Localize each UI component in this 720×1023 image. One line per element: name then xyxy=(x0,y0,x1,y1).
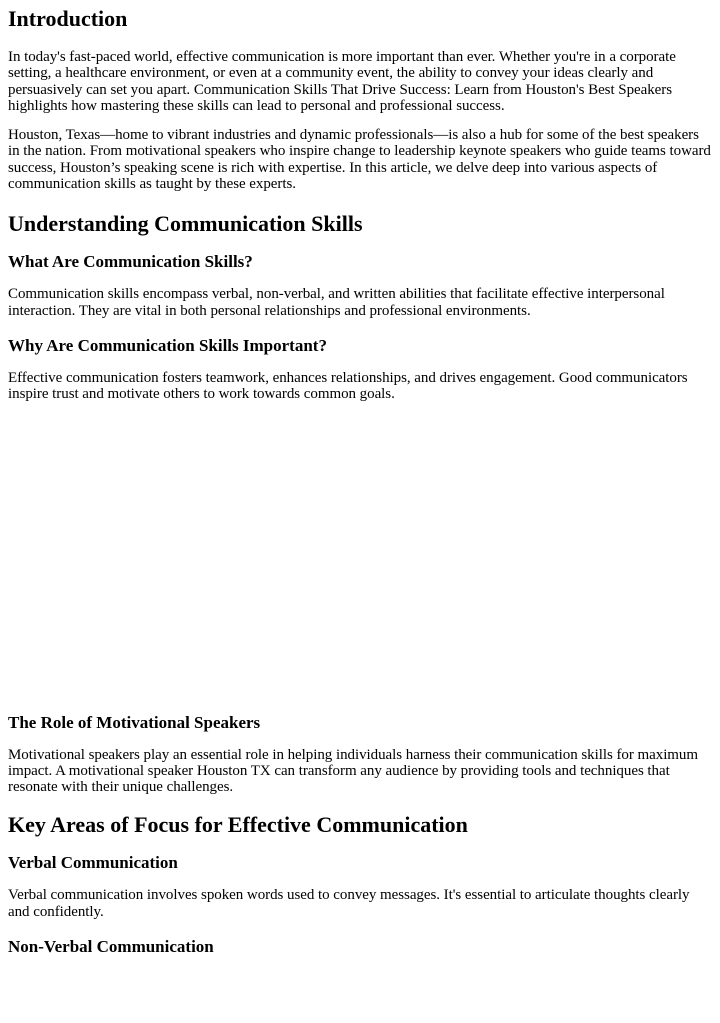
key-areas-heading: Key Areas of Focus for Effective Communication xyxy=(8,812,468,838)
role-heading: The Role of Motivational Speakers xyxy=(8,712,261,732)
why-heading: Why Are Communication Skills Important? xyxy=(8,335,327,355)
verbal-heading: Verbal Communication xyxy=(8,853,178,873)
understanding-heading: Understanding Communication Skills xyxy=(8,211,363,237)
article xyxy=(0,6,720,957)
nonverbal-heading: Non-Verbal Communication xyxy=(8,937,214,957)
what-heading: What Are Communication Skills? xyxy=(8,252,253,272)
why-paragraph: Effective communication fosters teamwork, enhances relationships, and drives engagement. Good communicators inspire trust and motivate others to work towards common goals. xyxy=(8,369,688,403)
verbal-paragraph: Verbal communication involves spoken words used to convey messages. It's essential to articulate thoughts clearly and confidently. xyxy=(8,887,690,920)
blank-area xyxy=(8,403,712,713)
what-paragraph: Communication skills encompass verbal, non-verbal, and written abilities that facilitate effective interpersonal interaction. They are vital in both personal relationships and professional environments. xyxy=(8,286,665,319)
intro-heading: Introduction xyxy=(8,6,128,31)
intro-paragraph-1: In today's fast-paced world, effective communication is more important than ever. Whether you're in a corporate setting, a healthcare environment, or even at a community event, the ability to convey your ideas clearly and persuasively can set you apart. Communication Skills That Drive Success: Learn from Houston's Best Speakers highlights how mastering these skills can lead to personal and professional success. xyxy=(8,49,676,114)
intro-paragraph-2: Houston, Texas—home to vibrant industries and dynamic professionals—is also a hub for some of the best speakers in the nation. From motivational speakers who inspire change to leadership keynote speakers who guide teams toward success, Houston’s speaking scene is rich with expertise. In this article, we delve deep into various aspects of communication skills as taught by these experts. xyxy=(8,127,711,193)
role-paragraph: Motivational speakers play an essential role in helping individuals harness their communication skills for maximum impact. A motivational speaker Houston TX can transform any audience by providing tools and techniques that resonate with their unique challenges. xyxy=(8,746,698,796)
